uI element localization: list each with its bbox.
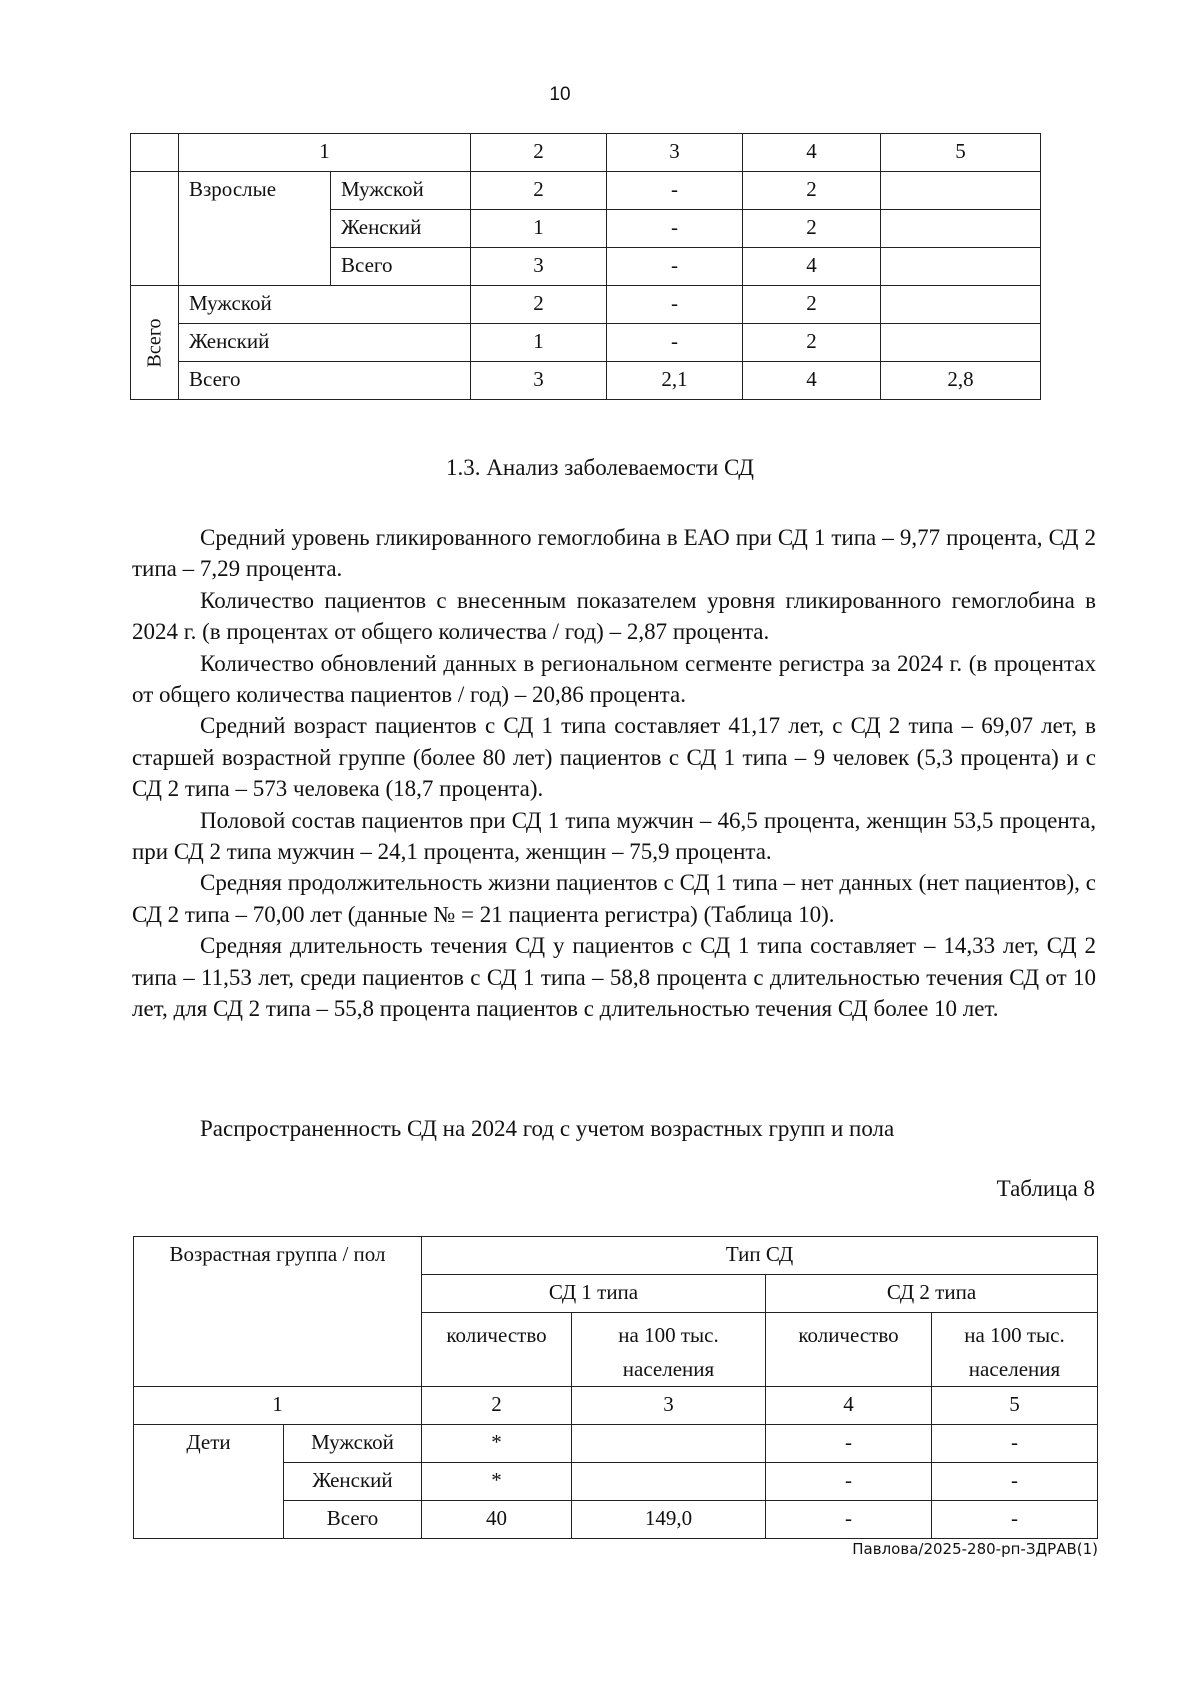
value-cell: 149,0	[572, 1501, 766, 1539]
age-group-header: Возрастная группа / пол	[134, 1237, 422, 1387]
table-8	[133, 1236, 1098, 1539]
value-cell: *	[422, 1463, 572, 1501]
sex-cell: Женский	[331, 210, 471, 248]
value-cell: 2	[743, 210, 881, 248]
table-caption: Распространенность СД на 2024 год с учетом возрастных групп и пола	[200, 1116, 895, 1141]
sex-cell: Женский	[179, 324, 471, 362]
per100k-header: на 100 тыс. населения	[932, 1313, 1098, 1387]
paragraph: Средняя продолжительность жизни пациентов с СД 1 типа – нет данных (нет пациентов), с СД 2 типа – 70,00 лет (данные № = 21 пациента регистра) (Таблица 10).	[132, 870, 1096, 927]
table-header-row	[134, 1237, 1098, 1275]
type-header: Тип СД	[422, 1237, 1098, 1275]
value-cell	[572, 1425, 766, 1463]
value-cell: 40	[422, 1501, 572, 1539]
value-cell	[881, 286, 1041, 324]
table-row	[131, 362, 1041, 400]
top-table	[130, 133, 1041, 400]
paragraph: Количество обновлений данных в региональном сегменте регистра за 2024 г. (в процентах от общего количества пациентов / год) – 20,86 процента.	[132, 650, 1096, 708]
value-cell: 2	[471, 286, 607, 324]
col-number: 1	[134, 1387, 422, 1425]
paragraph: Средний возраст пациентов с СД 1 типа составляет 41,17 лет, с СД 2 типа – 69,07 лет, в старшей возрастной группе (более 80 лет) пациентов с СД 1 типа – 9 человек (5,3 процента) и с СД 2 типа – 573 человека (18,7 процента).	[132, 713, 1096, 802]
sex-cell: Мужской	[284, 1425, 422, 1463]
sex-cell: Всего	[284, 1501, 422, 1539]
value-cell: -	[607, 172, 743, 210]
value-cell: -	[607, 210, 743, 248]
value-cell: 4	[743, 362, 881, 400]
sex-cell: Женский	[284, 1463, 422, 1501]
value-cell: 2	[743, 286, 881, 324]
row-group-label: Дети	[134, 1425, 284, 1539]
value-cell: 4	[743, 248, 881, 286]
sd2-header: СД 2 типа	[766, 1275, 1098, 1313]
value-cell: 2	[743, 172, 881, 210]
table-header-row	[131, 134, 1041, 172]
value-cell: 2,8	[881, 362, 1041, 400]
paragraph: Половой состав пациентов при СД 1 типа мужчин – 46,5 процента, женщин 53,5 процента, при СД 2 типа мужчин – 24,1 процента, женщин – 75,9 процента.	[132, 807, 1096, 865]
value-cell: -	[932, 1501, 1098, 1539]
value-cell	[881, 324, 1041, 362]
page-number: 10	[549, 84, 571, 105]
value-cell	[572, 1463, 766, 1501]
sex-cell: Всего	[331, 248, 471, 286]
col-number: 5	[932, 1387, 1098, 1425]
sex-cell: Мужской	[331, 172, 471, 210]
header-cell: 2	[471, 134, 607, 172]
header-cell: 3	[607, 134, 743, 172]
sd1-header: СД 1 типа	[422, 1275, 766, 1313]
table-row	[131, 286, 1041, 324]
paragraph: Средняя длительность течения СД у пациентов с СД 1 типа составляет – 14,33 лет, СД 2 типа – 11,53 лет, среди пациентов с СД 1 типа – 58,8 процента с длительностью течения СД от 10 лет, для СД 2 типа – 55,8 процента пациентов с длительностью течения СД более 10 лет.	[132, 933, 1096, 1022]
body-text	[132, 522, 1096, 1025]
sex-cell: Мужской	[179, 286, 471, 324]
value-cell: -	[607, 248, 743, 286]
count-header: количество	[766, 1313, 932, 1387]
table-header-row	[134, 1387, 1098, 1425]
value-cell	[881, 248, 1041, 286]
value-cell: 1	[471, 210, 607, 248]
value-cell: 2	[471, 172, 607, 210]
value-cell: -	[607, 286, 743, 324]
value-cell: 2,1	[607, 362, 743, 400]
value-cell: -	[766, 1463, 932, 1501]
paragraph: Средний уровень гликированного гемоглобина в ЕАО при СД 1 типа – 9,77 процента, СД 2 типа – 7,29 процента.	[132, 525, 1096, 582]
table-number: Таблица 8	[996, 1176, 1095, 1201]
value-cell	[881, 172, 1041, 210]
value-cell: -	[932, 1463, 1098, 1501]
table-row	[131, 172, 1041, 210]
per100k-header: на 100 тыс. населения	[572, 1313, 766, 1387]
sex-cell: Всего	[179, 362, 471, 400]
value-cell: 2	[743, 324, 881, 362]
value-cell: *	[422, 1425, 572, 1463]
header-cell: 1	[179, 134, 471, 172]
header-cell: 4	[743, 134, 881, 172]
col-number: 2	[422, 1387, 572, 1425]
footer-code: Павлова/2025-280-рп-ЗДРАВ(1)	[852, 1540, 1098, 1558]
section-heading: 1.3. Анализ заболеваемости СД	[446, 455, 754, 480]
col-number: 4	[766, 1387, 932, 1425]
row-group-label: Взрослые	[179, 172, 331, 286]
vertical-total-cell	[131, 286, 179, 400]
count-header: количество	[422, 1313, 572, 1387]
value-cell: -	[766, 1425, 932, 1463]
header-cell: 5	[881, 134, 1041, 172]
value-cell: -	[766, 1501, 932, 1539]
col-number: 3	[572, 1387, 766, 1425]
value-cell	[881, 210, 1041, 248]
table-row	[131, 324, 1041, 362]
paragraph: Количество пациентов с внесенным показателем уровня гликированного гемоглобина в 2024 г. (в процентах от общего количества / год) – 2,87 процента.	[132, 587, 1096, 645]
value-cell: -	[607, 324, 743, 362]
value-cell: -	[932, 1425, 1098, 1463]
vertical-total-label: Всего	[143, 317, 165, 368]
value-cell: 3	[471, 248, 607, 286]
value-cell: 3	[471, 362, 607, 400]
table-row	[134, 1425, 1098, 1463]
value-cell: 1	[471, 324, 607, 362]
